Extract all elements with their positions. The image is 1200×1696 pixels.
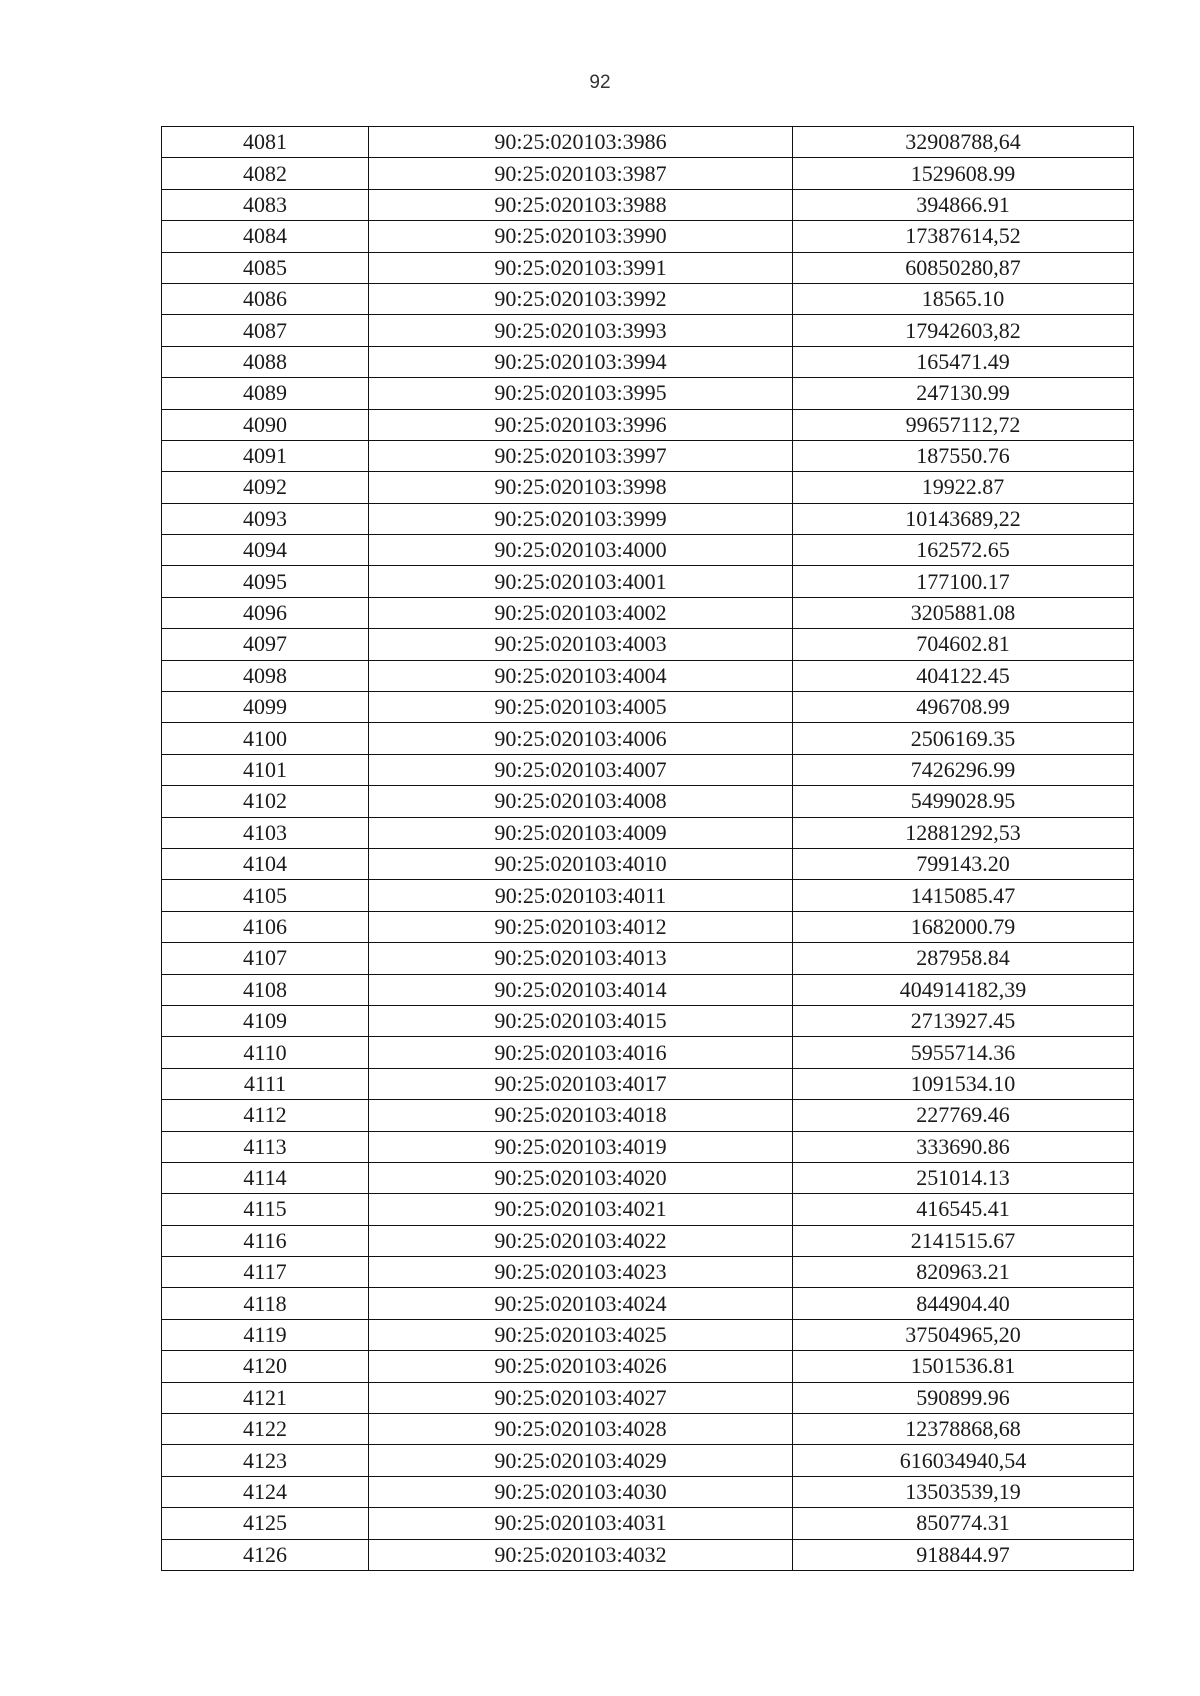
value-cell: 2141515.67 (793, 1225, 1134, 1256)
value-cell: 251014.13 (793, 1162, 1134, 1193)
table-row (162, 315, 1134, 346)
cadastral-number-cell: 90:25:020103:4002 (369, 597, 793, 628)
cadastral-number-cell: 90:25:020103:3991 (369, 252, 793, 283)
page-number: 92 (589, 72, 611, 93)
value-cell: 333690.86 (793, 1131, 1134, 1162)
cadastral-number-cell: 90:25:020103:4027 (369, 1382, 793, 1413)
table-row (162, 1037, 1134, 1068)
cadastral-number-cell: 90:25:020103:3997 (369, 440, 793, 471)
table-row (162, 1194, 1134, 1225)
row-number-cell: 4082 (162, 158, 369, 189)
cadastral-number-cell: 90:25:020103:4007 (369, 754, 793, 785)
cadastral-number-cell: 90:25:020103:3996 (369, 409, 793, 440)
row-number-cell: 4107 (162, 943, 369, 974)
table-row (162, 1100, 1134, 1131)
row-number-cell: 4085 (162, 252, 369, 283)
value-cell: 850774.31 (793, 1508, 1134, 1539)
table-row (162, 1539, 1134, 1570)
value-cell: 799143.20 (793, 848, 1134, 879)
row-number-cell: 4104 (162, 848, 369, 879)
table-row (162, 943, 1134, 974)
table-row (162, 597, 1134, 628)
row-number-cell: 4113 (162, 1131, 369, 1162)
value-cell: 37504965,20 (793, 1319, 1134, 1350)
value-cell: 2506169.35 (793, 723, 1134, 754)
table-row (162, 1351, 1134, 1382)
table-row (162, 786, 1134, 817)
cadastral-number-cell: 90:25:020103:4020 (369, 1162, 793, 1193)
cadastral-number-cell: 90:25:020103:4012 (369, 911, 793, 942)
table-row (162, 1257, 1134, 1288)
cadastral-number-cell: 90:25:020103:4000 (369, 535, 793, 566)
value-cell: 247130.99 (793, 378, 1134, 409)
cadastral-number-cell: 90:25:020103:4010 (369, 848, 793, 879)
row-number-cell: 4115 (162, 1194, 369, 1225)
table-row (162, 503, 1134, 534)
row-number-cell: 4119 (162, 1319, 369, 1350)
value-cell: 7426296.99 (793, 754, 1134, 785)
cadastral-number-cell: 90:25:020103:4019 (369, 1131, 793, 1162)
value-cell: 187550.76 (793, 440, 1134, 471)
table-row (162, 1068, 1134, 1099)
cadastral-number-cell: 90:25:020103:4032 (369, 1539, 793, 1570)
value-cell: 2713927.45 (793, 1005, 1134, 1036)
value-cell: 17942603,82 (793, 315, 1134, 346)
table-row (162, 723, 1134, 754)
cadastral-number-cell: 90:25:020103:3998 (369, 472, 793, 503)
value-cell: 1529608.99 (793, 158, 1134, 189)
row-number-cell: 4084 (162, 221, 369, 252)
table-row (162, 1162, 1134, 1193)
value-cell: 5955714.36 (793, 1037, 1134, 1068)
value-cell: 820963.21 (793, 1257, 1134, 1288)
cadastral-number-cell: 90:25:020103:4003 (369, 629, 793, 660)
cadastral-number-cell: 90:25:020103:4009 (369, 817, 793, 848)
row-number-cell: 4110 (162, 1037, 369, 1068)
row-number-cell: 4101 (162, 754, 369, 785)
value-cell: 10143689,22 (793, 503, 1134, 534)
cadastral-number-cell: 90:25:020103:4030 (369, 1476, 793, 1507)
value-cell: 496708.99 (793, 692, 1134, 723)
cadastral-number-cell: 90:25:020103:3994 (369, 346, 793, 377)
cadastral-number-cell: 90:25:020103:4004 (369, 660, 793, 691)
row-number-cell: 4109 (162, 1005, 369, 1036)
cadastral-number-cell: 90:25:020103:3986 (369, 127, 793, 158)
cadastral-number-cell: 90:25:020103:3988 (369, 189, 793, 220)
cadastral-number-cell: 90:25:020103:4022 (369, 1225, 793, 1256)
value-cell: 227769.46 (793, 1100, 1134, 1131)
row-number-cell: 4118 (162, 1288, 369, 1319)
row-number-cell: 4102 (162, 786, 369, 817)
value-cell: 13503539,19 (793, 1476, 1134, 1507)
table-row (162, 1288, 1134, 1319)
cadastral-number-cell: 90:25:020103:4014 (369, 974, 793, 1005)
row-number-cell: 4087 (162, 315, 369, 346)
table-row (162, 660, 1134, 691)
row-number-cell: 4098 (162, 660, 369, 691)
table-row (162, 158, 1134, 189)
cadastral-number-cell: 90:25:020103:4016 (369, 1037, 793, 1068)
value-cell: 177100.17 (793, 566, 1134, 597)
cadastral-number-cell: 90:25:020103:3990 (369, 221, 793, 252)
row-number-cell: 4124 (162, 1476, 369, 1507)
value-cell: 12881292,53 (793, 817, 1134, 848)
table-row (162, 1225, 1134, 1256)
value-cell: 1682000.79 (793, 911, 1134, 942)
row-number-cell: 4120 (162, 1351, 369, 1382)
cadastral-number-cell: 90:25:020103:3999 (369, 503, 793, 534)
cadastral-number-cell: 90:25:020103:4015 (369, 1005, 793, 1036)
row-number-cell: 4091 (162, 440, 369, 471)
row-number-cell: 4093 (162, 503, 369, 534)
value-cell: 99657112,72 (793, 409, 1134, 440)
row-number-cell: 4100 (162, 723, 369, 754)
row-number-cell: 4089 (162, 378, 369, 409)
row-number-cell: 4126 (162, 1539, 369, 1570)
cadastral-number-cell: 90:25:020103:3992 (369, 283, 793, 314)
value-cell: 12378868,68 (793, 1414, 1134, 1445)
row-number-cell: 4116 (162, 1225, 369, 1256)
value-cell: 416545.41 (793, 1194, 1134, 1225)
table-row (162, 221, 1134, 252)
row-number-cell: 4121 (162, 1382, 369, 1413)
row-number-cell: 4086 (162, 283, 369, 314)
table-row (162, 629, 1134, 660)
cadastral-number-cell: 90:25:020103:4028 (369, 1414, 793, 1445)
row-number-cell: 4103 (162, 817, 369, 848)
cadastral-number-cell: 90:25:020103:4001 (369, 566, 793, 597)
table-row (162, 189, 1134, 220)
cadastral-number-cell: 90:25:020103:4029 (369, 1445, 793, 1476)
table-row (162, 472, 1134, 503)
value-cell: 287958.84 (793, 943, 1134, 974)
table-row (162, 566, 1134, 597)
cadastral-number-cell: 90:25:020103:4024 (369, 1288, 793, 1319)
cadastral-table (161, 126, 1134, 1571)
row-number-cell: 4090 (162, 409, 369, 440)
table-row (162, 1382, 1134, 1413)
cadastral-number-cell: 90:25:020103:4018 (369, 1100, 793, 1131)
table-row (162, 127, 1134, 158)
row-number-cell: 4111 (162, 1068, 369, 1099)
cadastral-number-cell: 90:25:020103:3993 (369, 315, 793, 346)
row-number-cell: 4108 (162, 974, 369, 1005)
value-cell: 5499028.95 (793, 786, 1134, 817)
table-row (162, 252, 1134, 283)
table-row (162, 848, 1134, 879)
table-row (162, 974, 1134, 1005)
value-cell: 394866.91 (793, 189, 1134, 220)
cadastral-number-cell: 90:25:020103:4017 (369, 1068, 793, 1099)
row-number-cell: 4099 (162, 692, 369, 723)
table-row (162, 409, 1134, 440)
table-row (162, 880, 1134, 911)
row-number-cell: 4105 (162, 880, 369, 911)
row-number-cell: 4096 (162, 597, 369, 628)
cadastral-number-cell: 90:25:020103:4023 (369, 1257, 793, 1288)
value-cell: 19922.87 (793, 472, 1134, 503)
row-number-cell: 4112 (162, 1100, 369, 1131)
cadastral-number-cell: 90:25:020103:4006 (369, 723, 793, 754)
table-row (162, 754, 1134, 785)
cadastral-number-cell: 90:25:020103:4011 (369, 880, 793, 911)
value-cell: 32908788,64 (793, 127, 1134, 158)
value-cell: 404914182,39 (793, 974, 1134, 1005)
row-number-cell: 4095 (162, 566, 369, 597)
cadastral-number-cell: 90:25:020103:4008 (369, 786, 793, 817)
cadastral-number-cell: 90:25:020103:4031 (369, 1508, 793, 1539)
value-cell: 165471.49 (793, 346, 1134, 377)
value-cell: 844904.40 (793, 1288, 1134, 1319)
value-cell: 918844.97 (793, 1539, 1134, 1570)
row-number-cell: 4106 (162, 911, 369, 942)
row-number-cell: 4092 (162, 472, 369, 503)
cadastral-number-cell: 90:25:020103:4005 (369, 692, 793, 723)
table-row (162, 378, 1134, 409)
cadastral-number-cell: 90:25:020103:4026 (369, 1351, 793, 1382)
value-cell: 590899.96 (793, 1382, 1134, 1413)
row-number-cell: 4088 (162, 346, 369, 377)
table-row (162, 1476, 1134, 1507)
row-number-cell: 4117 (162, 1257, 369, 1288)
row-number-cell: 4081 (162, 127, 369, 158)
cadastral-number-cell: 90:25:020103:3995 (369, 378, 793, 409)
row-number-cell: 4083 (162, 189, 369, 220)
table-row (162, 692, 1134, 723)
row-number-cell: 4122 (162, 1414, 369, 1445)
table-row (162, 440, 1134, 471)
value-cell: 18565.10 (793, 283, 1134, 314)
value-cell: 1501536.81 (793, 1351, 1134, 1382)
row-number-cell: 4123 (162, 1445, 369, 1476)
cadastral-number-cell: 90:25:020103:4013 (369, 943, 793, 974)
row-number-cell: 4125 (162, 1508, 369, 1539)
table-row (162, 1005, 1134, 1036)
row-number-cell: 4097 (162, 629, 369, 660)
table-row (162, 283, 1134, 314)
cadastral-number-cell: 90:25:020103:4025 (369, 1319, 793, 1350)
table-row (162, 911, 1134, 942)
table-row (162, 1319, 1134, 1350)
table-row (162, 1414, 1134, 1445)
row-number-cell: 4094 (162, 535, 369, 566)
table-row (162, 1131, 1134, 1162)
table-row (162, 346, 1134, 377)
value-cell: 60850280,87 (793, 252, 1134, 283)
value-cell: 704602.81 (793, 629, 1134, 660)
row-number-cell: 4114 (162, 1162, 369, 1193)
table-row (162, 1508, 1134, 1539)
value-cell: 162572.65 (793, 535, 1134, 566)
value-cell: 17387614,52 (793, 221, 1134, 252)
value-cell: 616034940,54 (793, 1445, 1134, 1476)
value-cell: 1091534.10 (793, 1068, 1134, 1099)
cadastral-number-cell: 90:25:020103:4021 (369, 1194, 793, 1225)
value-cell: 404122.45 (793, 660, 1134, 691)
table-row (162, 817, 1134, 848)
value-cell: 3205881.08 (793, 597, 1134, 628)
table-row (162, 535, 1134, 566)
table-row (162, 1445, 1134, 1476)
table-body (162, 127, 1134, 1571)
cadastral-number-cell: 90:25:020103:3987 (369, 158, 793, 189)
value-cell: 1415085.47 (793, 880, 1134, 911)
